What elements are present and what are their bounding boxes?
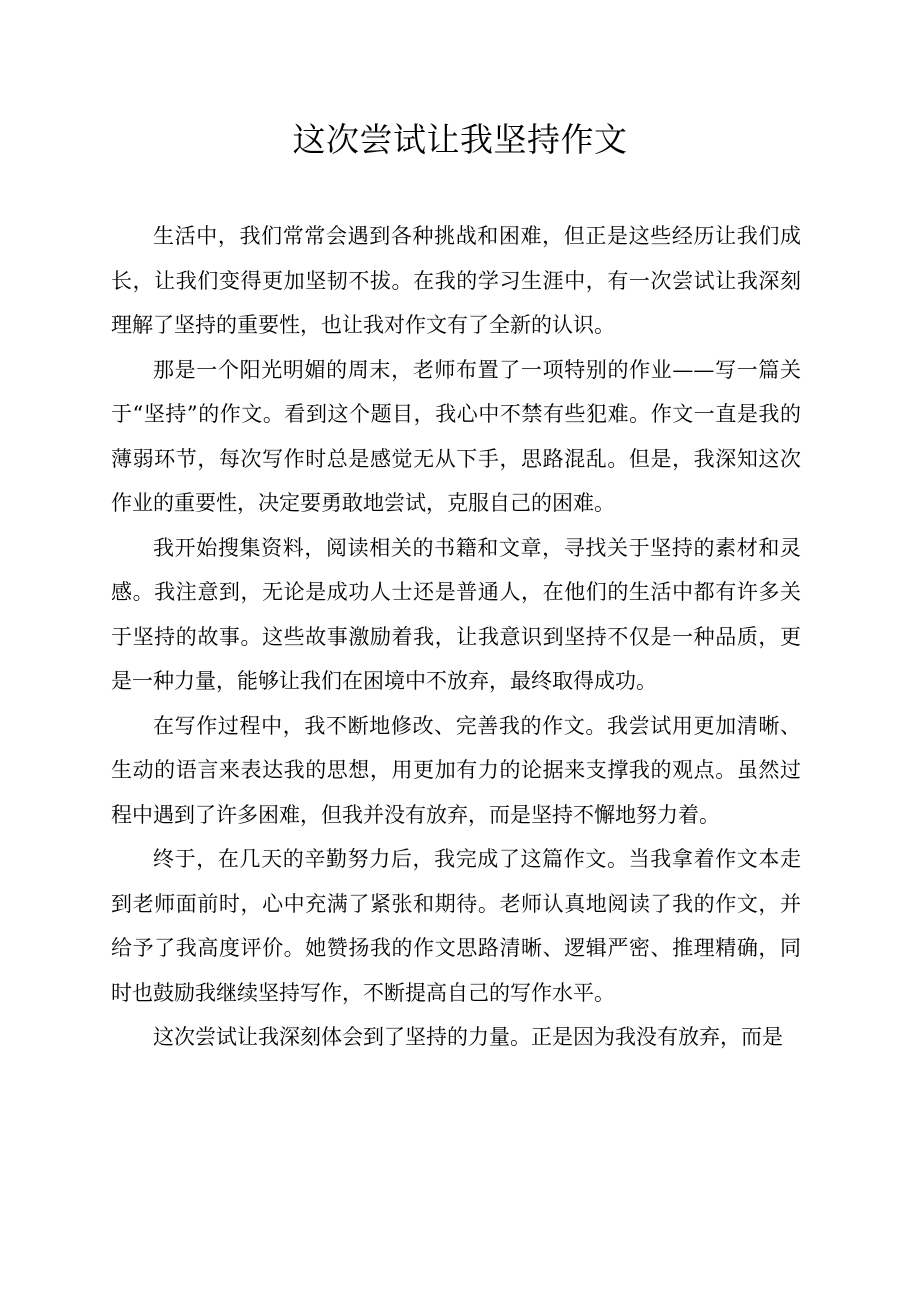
paragraph-3: 我开始搜集资料，阅读相关的书籍和文章，寻找关于坚持的素材和灵感。我注意到，无论是成功人士还是普通人，在他们的生活中都有许多关于坚持的故事。这些故事激励着我，让我意识到坚持不仅是一种品质，更是一种力量，能够让我们在困境中不放弃，最终取得成功。 (111, 535, 801, 693)
document-title: 这次尝试让我坚持作文 (292, 120, 628, 159)
paragraph-4: 在写作过程中，我不断地修改、完善我的作文。我尝试用更加清晰、生动的语言来表达我的思想，用更加有力的论据来支撑我的观点。虽然过程中遇到了许多困难，但我并没有放弃，而是坚持不懈地努力着。 (111, 713, 801, 827)
paragraph-2: 那是一个阳光明媚的周末，老师布置了一项特别的作业——写一篇关于“坚持”的作文。看到这个题目，我心中不禁有些犯难。作文一直是我的薄弱环节，每次写作时总是感觉无从下手，思路混乱。但是，我深知这次作业的重要性，决定要勇敢地尝试，克服自己的困难。 (111, 357, 801, 515)
paragraph-6: 这次尝试让我深刻体会到了坚持的力量。正是因为我没有放弃，而是 (153, 1025, 783, 1049)
paragraph-5: 终于，在几天的辛勤努力后，我完成了这篇作文。当我拿着作文本走到老师面前时，心中充满了紧张和期待。老师认真地阅读了我的作文，并给予了我高度评价。她赞扬我的作文思路清晰、逻辑严密、推理精确，同时也鼓励我继续坚持写作，不断提高自己的写作水平。 (111, 847, 801, 1005)
paragraph-1: 生活中，我们常常会遇到各种挑战和困难，但正是这些经历让我们成长，让我们变得更加坚韧不拔。在我的学习生涯中，有一次尝试让我深刻理解了坚持的重要性，也让我对作文有了全新的认识。 (111, 224, 801, 337)
document-body (111, 214, 801, 1060)
